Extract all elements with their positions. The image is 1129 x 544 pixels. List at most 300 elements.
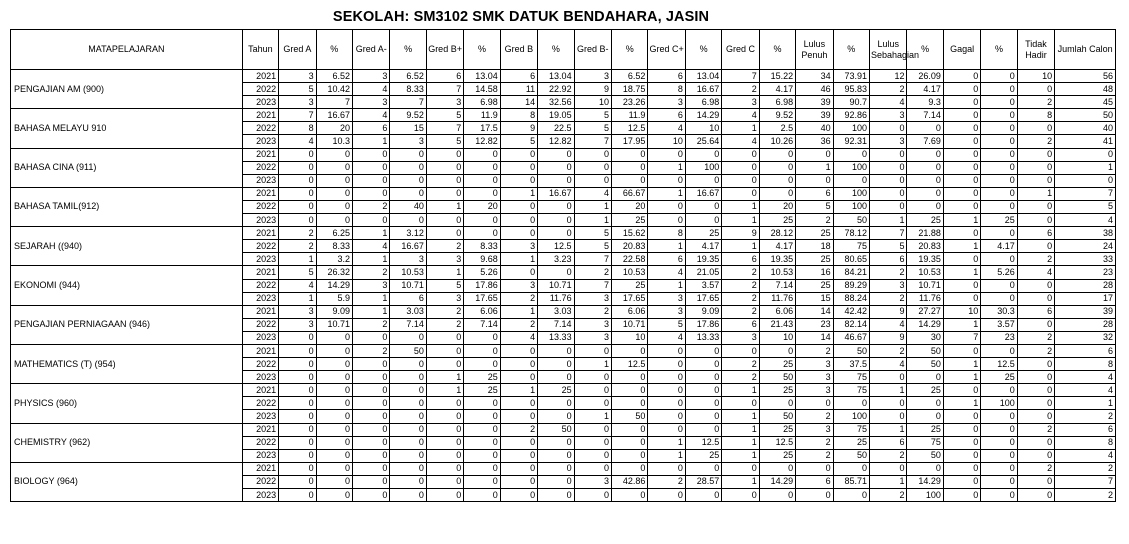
table-cell: 6 — [1017, 227, 1054, 240]
table-cell: 19.35 — [759, 253, 795, 266]
table-cell: 17.86 — [685, 318, 721, 331]
table-cell: 20.83 — [612, 240, 648, 253]
table-cell: 0 — [981, 96, 1017, 109]
table-cell: 1 — [870, 384, 907, 397]
table-cell: 3 — [426, 96, 463, 109]
table-cell: 10.71 — [612, 318, 648, 331]
table-cell: 0 — [612, 462, 648, 475]
table-cell: 0 — [538, 489, 574, 502]
table-cell: 0 — [648, 462, 685, 475]
table-cell: 8.33 — [390, 83, 426, 96]
table-cell: 9.52 — [759, 109, 795, 122]
table-cell: 17.65 — [685, 292, 721, 305]
table-cell: 50 — [907, 358, 943, 371]
table-cell: 0 — [390, 436, 426, 449]
table-cell: 4 — [574, 187, 611, 200]
table-cell: 0 — [316, 344, 352, 357]
table-cell: 1 — [648, 187, 685, 200]
subject-name: EKONOMI (944) — [11, 266, 243, 305]
table-cell: 17 — [1055, 292, 1116, 305]
year-cell: 2022 — [242, 436, 278, 449]
table-cell: 0 — [316, 475, 352, 488]
table-cell: 25 — [981, 214, 1017, 227]
table-cell: 0 — [943, 122, 980, 135]
table-cell: 3 — [426, 292, 463, 305]
table-cell: 9 — [500, 122, 537, 135]
table-cell: 3 — [390, 253, 426, 266]
table-cell: 0 — [279, 449, 316, 462]
table-cell: 3 — [870, 279, 907, 292]
table-cell: 6 — [648, 109, 685, 122]
table-cell: 90.7 — [833, 96, 869, 109]
table-cell: 1 — [648, 436, 685, 449]
table-cell: 2 — [500, 423, 537, 436]
table-cell: 10.53 — [612, 266, 648, 279]
table-cell: 0 — [500, 161, 537, 174]
table-cell: 2 — [500, 292, 537, 305]
table-cell: 25 — [796, 253, 833, 266]
table-cell: 12 — [870, 70, 907, 83]
table-cell: 0 — [870, 174, 907, 187]
table-cell: 0 — [943, 135, 980, 148]
table-cell: 0 — [981, 462, 1017, 475]
table-cell: 56 — [1055, 70, 1116, 83]
table-cell: 16.67 — [316, 109, 352, 122]
table-cell: 1 — [943, 240, 980, 253]
table-cell: 6 — [353, 122, 390, 135]
table-cell: 0 — [426, 148, 463, 161]
table-cell: 0 — [279, 174, 316, 187]
table-cell: 13.04 — [538, 70, 574, 83]
table-cell: 0 — [538, 358, 574, 371]
table-cell: 0 — [722, 148, 759, 161]
table-cell: 0 — [685, 214, 721, 227]
table-cell: 2 — [1017, 253, 1054, 266]
table-cell: 0 — [353, 397, 390, 410]
table-cell: 0 — [981, 449, 1017, 462]
table-cell: 0 — [538, 200, 574, 213]
table-cell: 10.71 — [907, 279, 943, 292]
table-cell: 0 — [1055, 174, 1116, 187]
table-cell: 0 — [426, 475, 463, 488]
table-cell: 5 — [574, 240, 611, 253]
table-cell: 0 — [500, 266, 537, 279]
table-row — [11, 462, 1116, 475]
table-cell: 1 — [943, 397, 980, 410]
year-cell: 2023 — [242, 174, 278, 187]
table-cell: 6.25 — [316, 227, 352, 240]
table-cell: 0 — [353, 449, 390, 462]
table-cell: 0 — [870, 122, 907, 135]
table-cell: 0 — [1017, 200, 1054, 213]
table-row — [11, 384, 1116, 397]
table-cell: 0 — [648, 344, 685, 357]
header-row — [11, 30, 1116, 70]
table-cell: 0 — [981, 122, 1017, 135]
table-cell: 0 — [574, 371, 611, 384]
table-cell: 10.71 — [316, 318, 352, 331]
table-cell: 13.33 — [685, 331, 721, 344]
table-cell: 0 — [685, 200, 721, 213]
table-cell: 6 — [1017, 305, 1054, 318]
table-cell: 1 — [943, 266, 980, 279]
table-cell: 0 — [981, 344, 1017, 357]
table-cell: 0 — [464, 397, 500, 410]
table-cell: 0 — [943, 148, 980, 161]
table-cell: 25 — [759, 358, 795, 371]
year-cell: 2022 — [242, 358, 278, 371]
table-cell: 3 — [796, 384, 833, 397]
table-cell: 3 — [648, 292, 685, 305]
table-cell: 0 — [353, 214, 390, 227]
table-cell: 75 — [833, 371, 869, 384]
table-cell: 11.76 — [907, 292, 943, 305]
table-cell: 25 — [759, 423, 795, 436]
table-cell: 0 — [464, 331, 500, 344]
table-cell: 0 — [1017, 436, 1054, 449]
table-cell: 26.09 — [907, 70, 943, 83]
table-cell: 3 — [390, 135, 426, 148]
table-cell: 0 — [685, 174, 721, 187]
table-body — [11, 70, 1116, 502]
table-cell: 0 — [722, 489, 759, 502]
table-cell: 1 — [943, 214, 980, 227]
table-cell: 3.03 — [538, 305, 574, 318]
table-cell: 33 — [1055, 253, 1116, 266]
table-cell: 1 — [648, 240, 685, 253]
subject-name: PENGAJIAN PERNIAGAAN (946) — [11, 305, 243, 344]
table-cell: 0 — [943, 174, 980, 187]
table-cell: 2 — [796, 449, 833, 462]
table-cell: 8 — [1055, 358, 1116, 371]
table-cell: 82.14 — [833, 318, 869, 331]
table-cell: 1 — [943, 358, 980, 371]
table-cell: 0 — [279, 371, 316, 384]
table-cell: 0 — [943, 423, 980, 436]
table-cell: 16.67 — [390, 240, 426, 253]
table-cell: 0 — [316, 358, 352, 371]
header-cell: Jumlah Calon — [1055, 30, 1116, 70]
table-cell: 1 — [500, 187, 537, 200]
table-cell: 14.29 — [685, 109, 721, 122]
table-cell: 50 — [833, 214, 869, 227]
table-cell: 32 — [1055, 331, 1116, 344]
table-cell: 0 — [648, 200, 685, 213]
table-cell: 0 — [574, 397, 611, 410]
table-cell: 75 — [907, 436, 943, 449]
table-cell: 14.58 — [464, 83, 500, 96]
table-cell: 0 — [981, 227, 1017, 240]
year-cell: 2023 — [242, 253, 278, 266]
table-cell: 0 — [500, 397, 537, 410]
header-cell: % — [538, 30, 574, 70]
table-cell: 3 — [353, 96, 390, 109]
table-cell: 0 — [981, 161, 1017, 174]
table-cell: 21.05 — [685, 266, 721, 279]
table-cell: 0 — [648, 148, 685, 161]
table-cell: 25 — [833, 436, 869, 449]
table-cell: 4 — [870, 318, 907, 331]
year-cell: 2023 — [242, 135, 278, 148]
table-cell: 2 — [279, 227, 316, 240]
year-cell: 2023 — [242, 489, 278, 502]
table-cell: 0 — [426, 489, 463, 502]
table-cell: 75 — [833, 384, 869, 397]
table-cell: 0 — [907, 200, 943, 213]
table-cell: 36 — [796, 135, 833, 148]
table-cell: 2 — [1017, 462, 1054, 475]
table-cell: 7 — [722, 70, 759, 83]
table-cell: 0 — [316, 214, 352, 227]
table-cell: 0 — [464, 161, 500, 174]
table-cell: 3.23 — [538, 253, 574, 266]
table-cell: 11.76 — [538, 292, 574, 305]
table-cell: 1 — [943, 318, 980, 331]
table-cell: 100 — [981, 397, 1017, 410]
table-cell: 23 — [1055, 266, 1116, 279]
table-cell: 0 — [316, 489, 352, 502]
table-cell: 17.5 — [464, 122, 500, 135]
table-cell: 0 — [574, 161, 611, 174]
table-cell: 10 — [943, 305, 980, 318]
table-cell: 5.26 — [464, 266, 500, 279]
year-cell: 2022 — [242, 279, 278, 292]
table-cell: 0 — [1017, 292, 1054, 305]
table-cell: 0 — [390, 331, 426, 344]
table-cell: 0 — [390, 397, 426, 410]
table-cell: 0 — [612, 489, 648, 502]
table-cell: 39 — [1055, 305, 1116, 318]
table-cell: 3 — [722, 96, 759, 109]
table-cell: 0 — [538, 344, 574, 357]
table-cell: 25 — [907, 423, 943, 436]
table-cell: 0 — [981, 70, 1017, 83]
table-cell: 0 — [722, 187, 759, 200]
table-cell: 0 — [796, 174, 833, 187]
table-cell: 23 — [981, 331, 1017, 344]
table-cell: 1 — [722, 240, 759, 253]
table-cell: 0 — [426, 358, 463, 371]
table-cell: 3 — [500, 279, 537, 292]
table-cell: 73.91 — [833, 70, 869, 83]
table-cell: 0 — [1017, 410, 1054, 423]
table-cell: 0 — [316, 148, 352, 161]
table-cell: 16 — [796, 266, 833, 279]
table-cell: 4.17 — [685, 240, 721, 253]
table-cell: 0 — [538, 174, 574, 187]
table-cell: 0 — [353, 331, 390, 344]
table-cell: 4 — [353, 109, 390, 122]
table-cell: 20 — [316, 122, 352, 135]
table-cell: 3 — [426, 253, 463, 266]
table-cell: 2 — [1055, 410, 1116, 423]
table-cell: 40 — [1055, 122, 1116, 135]
table-cell: 0 — [279, 410, 316, 423]
table-cell: 0 — [943, 96, 980, 109]
table-cell: 3.03 — [390, 305, 426, 318]
table-cell: 15 — [390, 122, 426, 135]
table-cell: 2 — [1017, 423, 1054, 436]
table-cell: 0 — [943, 344, 980, 357]
table-cell: 6 — [796, 475, 833, 488]
table-cell: 0 — [574, 489, 611, 502]
table-cell: 10.53 — [759, 266, 795, 279]
header-cell: Gred B — [500, 30, 537, 70]
table-cell: 6 — [1055, 344, 1116, 357]
table-cell: 0 — [279, 214, 316, 227]
table-cell: 0 — [426, 174, 463, 187]
table-cell: 16.67 — [538, 187, 574, 200]
table-cell: 5.26 — [981, 266, 1017, 279]
table-cell: 85.71 — [833, 475, 869, 488]
table-cell: 6 — [426, 70, 463, 83]
table-cell: 3 — [574, 292, 611, 305]
table-row — [11, 227, 1116, 240]
table-cell: 0 — [500, 358, 537, 371]
table-cell: 4 — [648, 266, 685, 279]
table-cell: 12.5 — [612, 358, 648, 371]
table-cell: 2 — [796, 344, 833, 357]
table-cell: 1 — [722, 423, 759, 436]
table-cell: 2 — [870, 292, 907, 305]
header-cell: Gred A — [279, 30, 316, 70]
table-cell: 0 — [316, 436, 352, 449]
table-cell: 0 — [538, 266, 574, 279]
table-cell: 0 — [981, 109, 1017, 122]
table-cell: 0 — [279, 436, 316, 449]
table-cell: 0 — [500, 436, 537, 449]
table-cell: 39 — [796, 96, 833, 109]
table-cell: 0 — [500, 174, 537, 187]
header-cell: Tahun — [242, 30, 278, 70]
table-cell: 19.35 — [685, 253, 721, 266]
table-cell: 0 — [316, 423, 352, 436]
table-cell: 5.9 — [316, 292, 352, 305]
table-cell: 5 — [426, 135, 463, 148]
table-cell: 9.68 — [464, 253, 500, 266]
table-cell: 100 — [833, 122, 869, 135]
table-cell: 8 — [1017, 109, 1054, 122]
header-cell: Lulus Penuh — [796, 30, 833, 70]
table-cell: 0 — [759, 489, 795, 502]
table-cell: 16.67 — [685, 187, 721, 200]
table-cell: 0 — [279, 148, 316, 161]
table-cell: 0 — [316, 449, 352, 462]
table-cell: 15.62 — [612, 227, 648, 240]
table-cell: 9.52 — [390, 109, 426, 122]
table-cell: 25 — [538, 384, 574, 397]
table-cell: 0 — [796, 397, 833, 410]
table-cell: 27.27 — [907, 305, 943, 318]
table-cell: 0 — [943, 187, 980, 200]
table-cell: 1 — [574, 214, 611, 227]
table-cell: 2 — [353, 200, 390, 213]
table-cell: 0 — [648, 371, 685, 384]
table-cell: 0 — [1017, 214, 1054, 227]
table-cell: 5 — [574, 109, 611, 122]
table-cell: 3 — [574, 318, 611, 331]
table-cell: 0 — [464, 475, 500, 488]
header-cell: % — [759, 30, 795, 70]
table-cell: 0 — [538, 397, 574, 410]
table-cell: 10.3 — [316, 135, 352, 148]
table-cell: 7 — [943, 331, 980, 344]
table-cell: 12.5 — [981, 358, 1017, 371]
table-cell: 89.29 — [833, 279, 869, 292]
table-cell: 0 — [279, 358, 316, 371]
table-cell: 0 — [870, 161, 907, 174]
table-cell: 0 — [353, 371, 390, 384]
table-cell: 5 — [500, 135, 537, 148]
table-cell: 0 — [426, 397, 463, 410]
table-cell: 10.42 — [316, 83, 352, 96]
table-cell: 0 — [759, 397, 795, 410]
table-cell: 0 — [685, 489, 721, 502]
year-cell: 2021 — [242, 148, 278, 161]
table-cell: 0 — [907, 148, 943, 161]
table-cell: 0 — [685, 344, 721, 357]
table-cell: 0 — [353, 384, 390, 397]
table-cell: 0 — [870, 397, 907, 410]
table-cell: 17.65 — [612, 292, 648, 305]
table-row — [11, 70, 1116, 83]
table-cell: 0 — [1017, 122, 1054, 135]
table-cell: 1 — [870, 214, 907, 227]
table-cell: 1 — [722, 214, 759, 227]
table-cell: 0 — [1017, 397, 1054, 410]
table-cell: 0 — [1017, 161, 1054, 174]
table-cell: 4 — [1055, 384, 1116, 397]
table-cell: 10 — [1017, 70, 1054, 83]
table-cell: 8 — [279, 122, 316, 135]
table-cell: 0 — [353, 410, 390, 423]
table-cell: 0 — [943, 253, 980, 266]
table-cell: 4 — [722, 135, 759, 148]
table-cell: 0 — [612, 436, 648, 449]
table-cell: 8.33 — [464, 240, 500, 253]
table-cell: 0 — [722, 344, 759, 357]
table-cell: 0 — [538, 227, 574, 240]
table-row — [11, 187, 1116, 200]
table-cell: 1 — [796, 161, 833, 174]
table-cell: 0 — [907, 410, 943, 423]
table-cell: 2 — [870, 449, 907, 462]
table-cell: 0 — [722, 174, 759, 187]
table-row — [11, 266, 1116, 279]
table-cell: 1 — [574, 200, 611, 213]
table-cell: 2 — [426, 305, 463, 318]
table-cell: 3.57 — [981, 318, 1017, 331]
table-cell: 0 — [648, 174, 685, 187]
table-cell: 50 — [833, 449, 869, 462]
table-cell: 12.5 — [612, 122, 648, 135]
table-cell: 0 — [390, 410, 426, 423]
header-cell: Gred B- — [574, 30, 611, 70]
table-cell: 4 — [1017, 266, 1054, 279]
table-cell: 4 — [1055, 214, 1116, 227]
table-cell: 0 — [464, 462, 500, 475]
table-cell: 0 — [538, 449, 574, 462]
header-cell: Lulus Sebahagian — [870, 30, 907, 70]
table-cell: 1 — [870, 475, 907, 488]
table-cell: 0 — [796, 489, 833, 502]
table-cell: 0 — [759, 161, 795, 174]
table-cell: 1 — [648, 449, 685, 462]
table-cell: 0 — [759, 148, 795, 161]
table-cell: 0 — [390, 358, 426, 371]
year-cell: 2021 — [242, 305, 278, 318]
table-cell: 8.33 — [316, 240, 352, 253]
